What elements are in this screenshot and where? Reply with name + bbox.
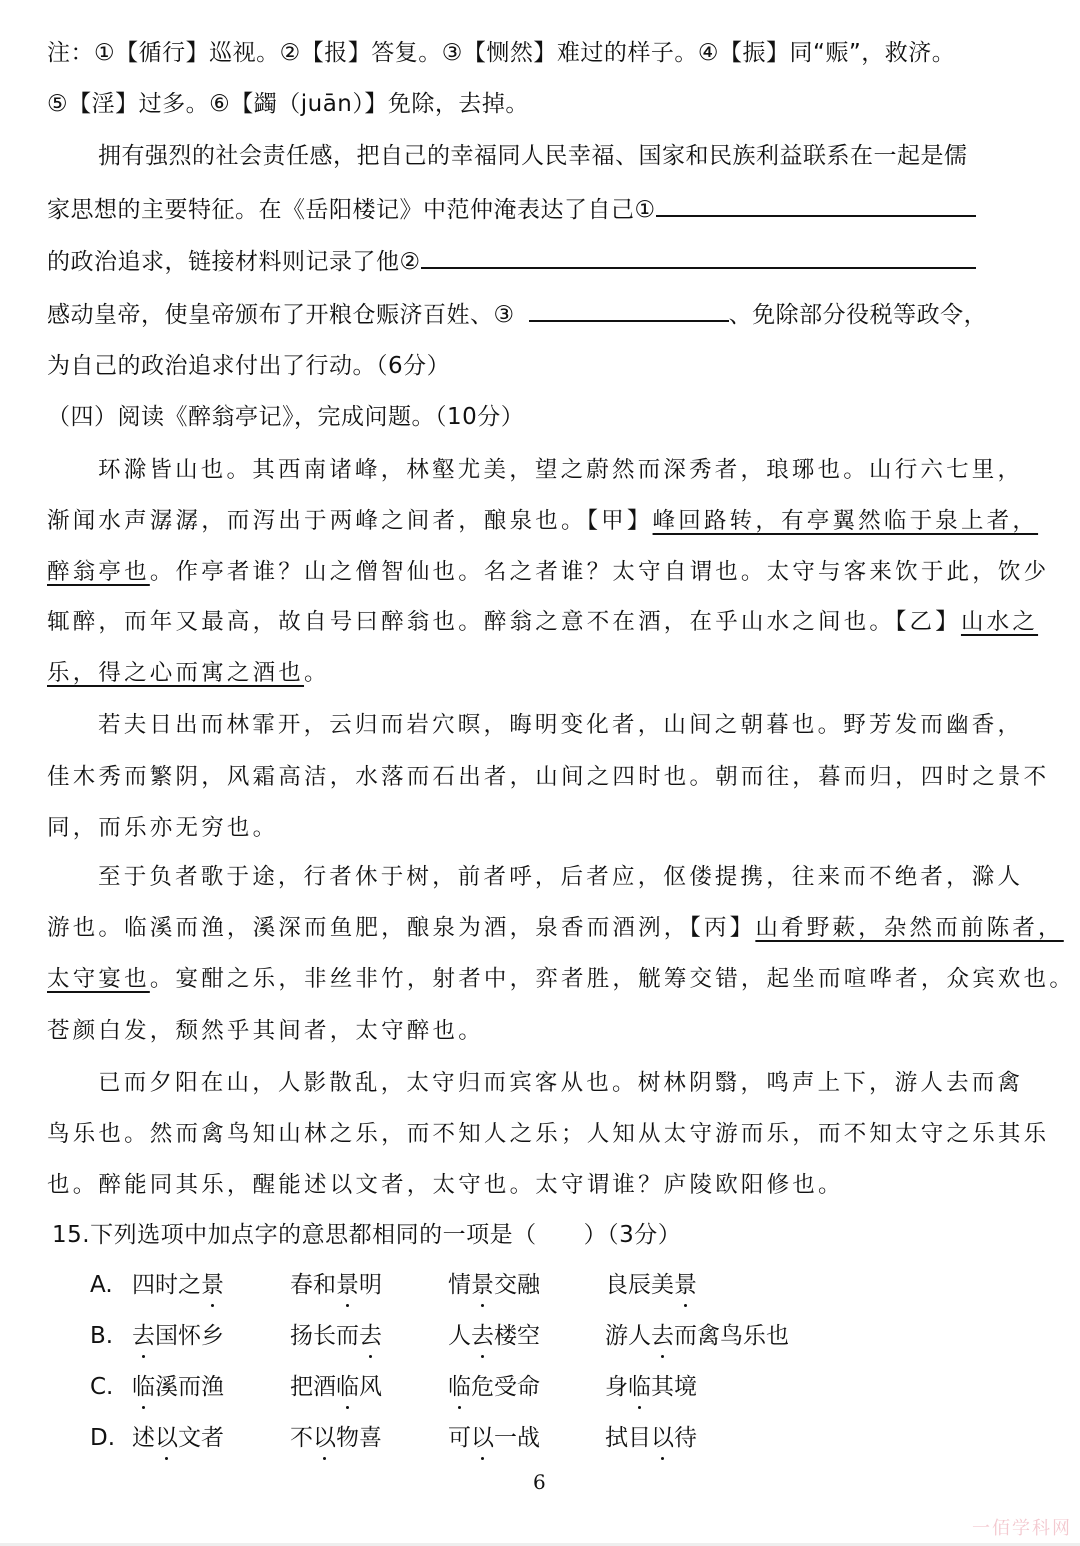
phrase-text: 身 [605,1374,628,1400]
watermark: 一佰学科网 [972,1518,1072,1539]
dotted-character: 临 [132,1374,155,1400]
option-phrase [605,1372,697,1402]
passage-line [47,964,1075,994]
underlined-sentence-jia-end: 醉翁亭也 [47,559,150,585]
phrase-text: 拭目 [605,1425,651,1451]
option-b[interactable]: B. [90,1323,114,1349]
dotted-character: 以 [471,1425,494,1451]
passage-text: 渐闻水声潺潺，而泻出于两峰之间者，酿泉也。【甲】 [47,508,653,534]
question-15-stem: 15.下列选项中加点字的意思都相同的一项是（ ）（3分） [52,1222,682,1248]
underlined-sentence-bing-end: 太守宴也 [47,966,150,992]
phrase-text: 物喜 [336,1425,382,1451]
phrase-text: 待 [674,1425,697,1451]
fill-question-text: 的政治追求，链接材料则记录了他② [47,249,421,275]
phrase-text: 明 [359,1272,382,1298]
dotted-character: 临 [628,1374,651,1400]
fill-question-line-5: 为自己的政治追求付出了行动。（6分） [47,353,451,379]
phrase-text: 危受命 [471,1374,540,1400]
phrase-text: 交融 [494,1272,540,1298]
dotted-character: 景 [471,1272,494,1298]
passage-line: 环滁皆山也。其西南诸峰，林壑尤美，望之蔚然而深秀者，琅琊也。山行六七里， [98,457,1024,483]
passage-line: 已而夕阳在山，人影散乱，太守归而宾客从也。树林阴翳，鸣声上下，游人去而禽 [98,1070,1024,1096]
underlined-sentence-jia: 峰回路转，有亭翼然临于泉上者， [652,508,1039,534]
page-number: 6 [533,1470,546,1494]
option-phrase [448,1423,540,1453]
phrase-text: 溪而渔 [155,1374,224,1400]
underlined-sentence-yi-end: 乐，得之心而寓之酒也 [47,660,305,686]
passage-line [47,557,1049,587]
dotted-character: 去 [359,1323,382,1349]
dotted-character: 去 [132,1323,155,1349]
passage-line [47,913,1064,943]
passage-text: 。 [304,660,330,686]
option-d[interactable]: D. [90,1425,116,1451]
phrase-text: 述 [132,1425,155,1451]
option-a[interactable]: A. [90,1272,113,1298]
dotted-character: 以 [651,1425,674,1451]
option-phrase [605,1270,697,1300]
dotted-character: 去 [651,1323,674,1349]
passage-text: 。宴酣之乐，非丝非竹，射者中，弈者胜，觥筹交错，起坐而喧哗者，众宾欢也。 [149,966,1076,992]
phrase-text: 把酒 [290,1374,336,1400]
passage-line: 也。醉能同其乐，醒能述以文者，太守也。太守谓谁？庐陵欧阳修也。 [47,1172,844,1198]
dotted-character: 景 [336,1272,359,1298]
option-c[interactable]: C. [90,1374,114,1400]
dotted-character: 景 [674,1272,697,1298]
phrase-text: 人 [448,1323,471,1349]
option-phrase [448,1321,540,1351]
fill-question-text: 家思想的主要特征。在《岳阳楼记》中范仲淹表达了自己① [47,197,656,223]
option-phrase [290,1321,382,1351]
fill-question-line-1: 拥有强烈的社会责任感，把自己的幸福同人民幸福、国家和民族利益联系在一起是儒 [98,143,968,169]
fill-question-text: 感动皇帝，使皇帝颁布了开粮仓赈济百姓、③ [47,302,515,328]
underlined-sentence-bing: 山肴野蔌，杂然而前陈者， [755,915,1064,941]
option-phrase [132,1270,224,1300]
passage-line: 同，而乐亦无穷也。 [47,815,279,841]
dotted-character: 临 [448,1374,471,1400]
passage-line: 至于负者歌于途，行者休于树，前者呼，后者应，伛偻提携，往来而不绝者，滁人 [98,864,1024,890]
phrase-text: 良辰美 [605,1272,674,1298]
answer-blank-2[interactable] [421,245,976,269]
annotation-notes-line-2: ⑤【淫】过多。⑥【蠲（juān）】免除，去掉。 [47,91,529,117]
underlined-sentence-yi: 山水之 [960,609,1039,635]
option-phrase [448,1270,540,1300]
option-phrase [132,1423,224,1453]
phrase-text: 其境 [651,1374,697,1400]
phrase-text: 国怀乡 [155,1323,224,1349]
passage-line [47,658,330,688]
phrase-text: 楼空 [494,1323,540,1349]
option-phrase [448,1372,540,1402]
option-phrase [132,1321,224,1351]
phrase-text: 四时之 [132,1272,201,1298]
option-phrase [290,1372,382,1402]
dotted-character: 以 [155,1425,178,1451]
phrase-text: 文者 [178,1425,224,1451]
fill-question-line-2 [47,193,976,225]
dotted-character: 景 [201,1272,224,1298]
dotted-character: 临 [336,1374,359,1400]
section-heading: （四）阅读《醉翁亭记》，完成问题。（10分） [47,404,525,430]
fill-question-line-4 [47,298,987,330]
fill-question-line-3 [47,245,976,277]
passage-line: 鸟乐也。然而禽鸟知山林之乐，而不知人之乐；人知从太守游而乐，而不知太守之乐其乐 [47,1121,1050,1147]
passage-line: 苍颜白发，颓然乎其间者，太守醉也。 [47,1018,484,1044]
passage-line: 若夫日出而林霏开，云归而岩穴暝，晦明变化者，山间之朝暮也。野芳发而幽香， [98,712,1024,738]
option-phrase [605,1423,697,1453]
option-phrase [290,1423,382,1453]
passage-line: 佳木秀而繁阴，风霜高洁，水落而石出者，山间之四时也。朝而往，暮而归，四时之景不 [47,764,1050,790]
phrase-text: 春和 [290,1272,336,1298]
phrase-text: 可 [448,1425,471,1451]
phrase-text: 游人 [605,1323,651,1349]
phrase-text: 扬长而 [290,1323,359,1349]
passage-text: 游也。临溪而渔，溪深而鱼肥，酿泉为酒，泉香而酒洌，【丙】 [47,915,756,941]
dotted-character: 去 [471,1323,494,1349]
annotation-notes-line-1: 注：①【循行】巡视。②【报】答复。③【恻然】难过的样子。④【振】同“赈”，救济。 [47,40,956,66]
phrase-text: 一战 [494,1425,540,1451]
passage-text: 辄醉，而年又最高，故自号曰醉翁也。醉翁之意不在酒，在乎山水之间也。【乙】 [47,609,961,635]
option-phrase [290,1270,382,1300]
phrase-text: 情 [448,1272,471,1298]
passage-line [47,607,1038,637]
answer-blank-1[interactable] [656,193,976,217]
passage-text: 。作亭者谁？山之僧智仙也。名之者谁？太守自谓也。太守与客来饮于此，饮少 [149,559,1050,585]
option-phrase [132,1372,224,1402]
phrase-text: 风 [359,1374,382,1400]
phrase-text: 而禽鸟乐也 [674,1323,789,1349]
phrase-text: 不 [290,1425,313,1451]
answer-blank-3[interactable] [529,298,729,322]
passage-line [47,506,1038,536]
dotted-character: 以 [313,1425,336,1451]
fill-question-text: 、免除部分役税等政令， [728,302,988,328]
option-phrase [605,1321,789,1351]
